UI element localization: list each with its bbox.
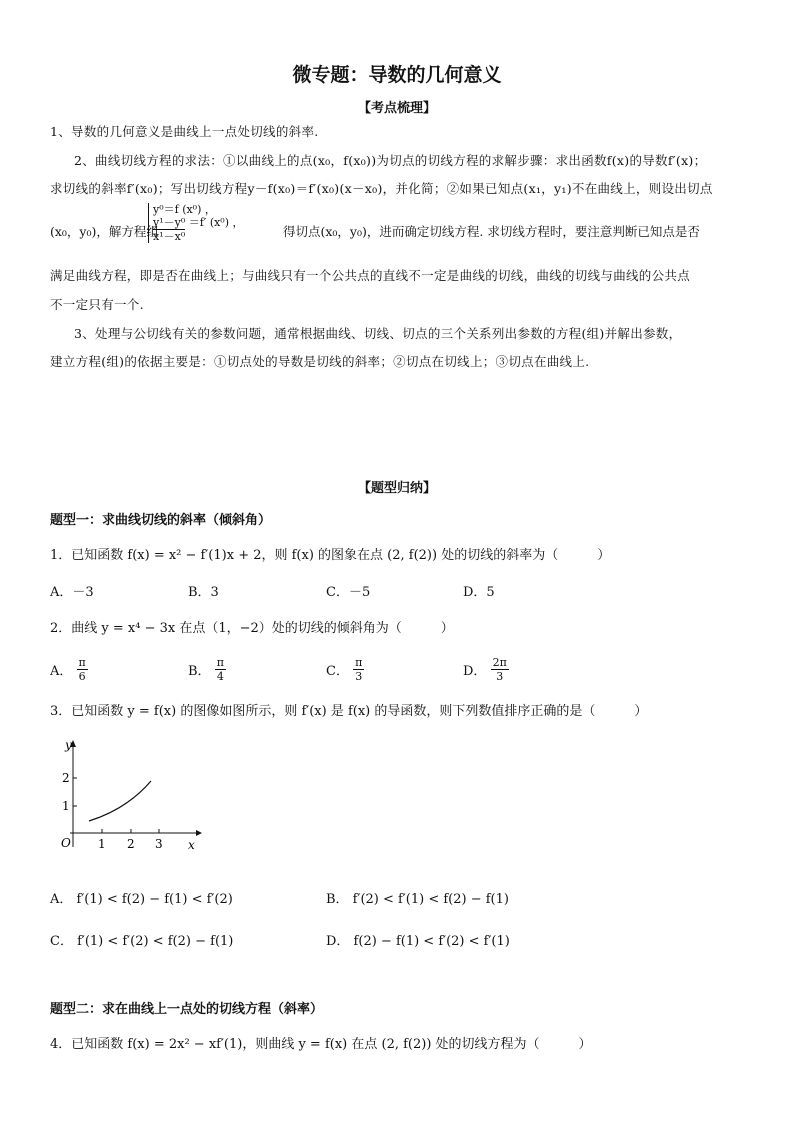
system-fraction-den: x¹－x⁰	[153, 230, 186, 243]
equation-system	[148, 203, 244, 243]
q2-option-a-num: π	[78, 656, 86, 669]
y-tick-label-1: 1	[62, 799, 70, 813]
x-tick-label-2: 2	[127, 837, 135, 851]
q2-option-d-den: 3	[496, 670, 504, 683]
q3-option-c: C． f′(1) < f′(2) < f(2) − f(1)	[50, 934, 234, 949]
q2-option-d-num: 2π	[492, 656, 507, 669]
q2-option-b-prefix: B．	[188, 664, 211, 679]
q2-option-d	[463, 656, 509, 683]
section-heading-types: 【题型归纳】	[357, 481, 436, 496]
point-1: 1、导数的几何意义是曲线上一点处切线的斜率.	[50, 124, 319, 139]
point-2-line-4: 满足曲线方程，即是否在曲线上；与曲线只有一个公共点的直线不一定是曲线的切线，曲线的切线与曲线的公共点	[50, 268, 691, 283]
point-2-line-5: 不一定只有一个.	[50, 297, 144, 312]
q2-option-b-num: π	[216, 656, 224, 669]
q1-stem: 1．已知函数 f(x) = x² − f′(1)x + 2，则 f(x) 的图象在点 (2, f(2)) 处的切线的斜率为（ ）	[50, 548, 611, 563]
point-3-line-2: 建立方程(组)的依据主要是：①切点处的导数是切线的斜率；②切点在切线上；③切点在曲线上.	[50, 354, 590, 369]
type-1-heading: 题型一：求曲线切线的斜率（倾斜角）	[50, 513, 272, 528]
system-fraction-num: y¹－y⁰	[153, 216, 186, 229]
y-axis-label: y	[65, 738, 72, 752]
q2-option-a-prefix: A．	[50, 664, 73, 679]
origin-label: O	[61, 836, 71, 850]
point-2-line-1: 2、曲线切线方程的求法：①以曲线上的点(x₀，f(x₀))为切点的切线方程的求解步骤：求出函数f(x)的导数f′(x)；	[74, 153, 707, 168]
q2-option-c	[326, 656, 364, 683]
q1-option-a: A．－3	[50, 585, 94, 600]
x-tick-label-3: 3	[155, 837, 163, 851]
q2-option-a	[50, 656, 88, 683]
q1-option-d: D．5	[463, 585, 495, 600]
q2-option-c-prefix: C．	[326, 664, 349, 679]
q4-stem: 4．已知函数 f(x) = 2x² − xf′(1)，则曲线 y = f(x) 在点 (2, f(2)) 处的切线方程为（ ）	[50, 1037, 592, 1052]
point-3-line-1: 3、处理与公切线有关的参数问题，通常根据曲线、切线、切点的三个关系列出参数的方程(组)并解出参数，	[74, 326, 682, 341]
point-2-post-system: 得切点(x₀，y₀)，进而确定切线方程. 求切线方程时，要注意判断已知点是否	[283, 224, 700, 239]
x-tick-label-1: 1	[98, 837, 106, 851]
q1-option-b: B．3	[188, 585, 219, 600]
q3-function-graph	[55, 735, 205, 853]
y-tick-label-2: 2	[62, 771, 70, 785]
point-2-line-2: 求切线的斜率f′(x₀)；写出切线方程y－f(x₀)＝f′(x₀)(x－x₀)，并化简；②如果已知点(x₁，y₁)不在曲线上，则设出切点	[50, 181, 713, 196]
point-2-pre-system: (x₀，y₀)，解方程组	[50, 224, 159, 239]
x-axis-label: x	[188, 838, 195, 852]
q3-stem: 3．已知函数 y = f(x) 的图像如图所示，则 f′(x) 是 f(x) 的导函数，则下列数值排序正确的是（ ）	[50, 704, 648, 719]
q2-option-b	[188, 656, 226, 683]
q2-option-a-den: 6	[78, 670, 86, 683]
q2-stem: 2．曲线 y = x⁴ − 3x 在点（1，−2）处的切线的倾斜角为（ ）	[50, 621, 454, 636]
q2-option-c-den: 3	[355, 670, 363, 683]
q2-option-c-num: π	[355, 656, 363, 669]
q2-option-d-prefix: D．	[463, 664, 487, 679]
system-row-4: ＝f′ (x⁰) ，	[188, 216, 244, 229]
page-title: 微专题：导数的几何意义	[292, 64, 502, 86]
x-axis-arrow	[196, 830, 202, 836]
q3-option-a: A． f′(1) < f(2) − f(1) < f′(2)	[50, 892, 233, 907]
system-row-1: y⁰＝f (x⁰) ，	[153, 203, 216, 216]
q2-option-b-den: 4	[216, 670, 224, 683]
curve-f	[89, 781, 151, 821]
section-heading-points: 【考点梳理】	[357, 101, 436, 116]
q3-option-b: B． f′(2) < f′(1) < f(2) − f(1)	[326, 892, 509, 907]
q1-option-c: C．－5	[326, 585, 371, 600]
q3-option-d: D． f(2) − f(1) < f′(2) < f′(1)	[326, 934, 510, 949]
type-2-heading: 题型二：求在曲线上一点处的切线方程（斜率）	[50, 1002, 324, 1017]
